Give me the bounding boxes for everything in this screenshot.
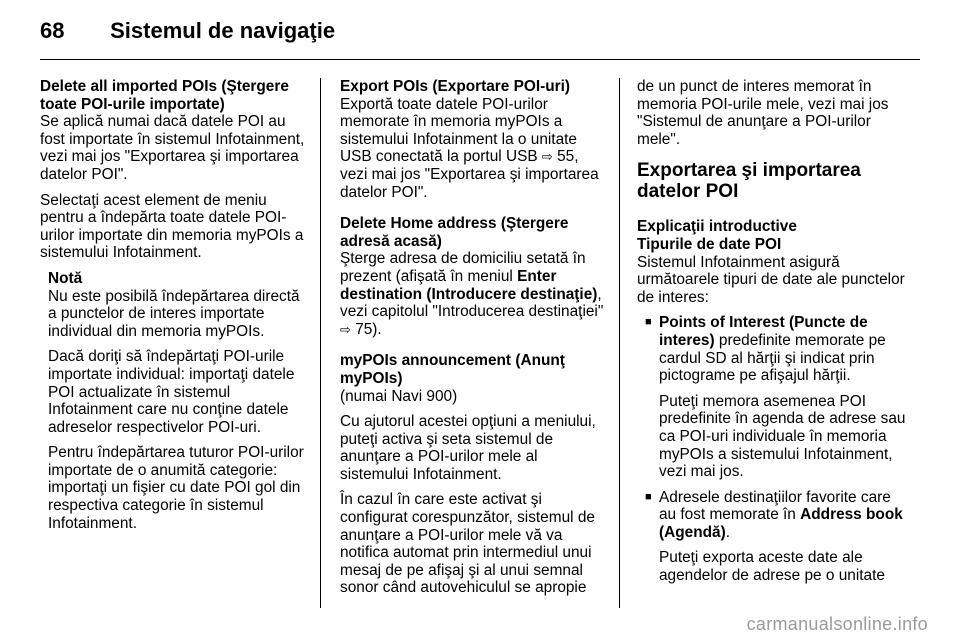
header-rule: [40, 59, 920, 60]
column-divider: [320, 78, 321, 608]
text: Şterge adresa de domiciliu setată în prezent (afişată în meniul: [340, 250, 586, 285]
watermark: carmanualsonline.info: [746, 614, 928, 634]
menu-name: Enter destination (Introducere destinaţie): [340, 267, 598, 303]
paragraph: Selectaţi acest element de meniu pentru a îndepărta toate datele POI-urilor importate din memoria myPOIs a sistemului Infotainment.: [40, 191, 304, 262]
bullet-list: [645, 314, 909, 584]
paragraph: Puteţi memora asemenea POI predefinite în agenda de adrese sau ca POI-uri individuale în memoria myPOIs a sistemului Infotainment, vezi mai jos.: [659, 392, 906, 481]
page-ref-arrow-icon: ⇨: [340, 321, 351, 337]
text: .: [725, 523, 730, 541]
column-2: [340, 78, 610, 605]
paragraph: [340, 96, 610, 202]
text: 75).: [355, 320, 382, 338]
paragraph: Sistemul Infotainment asigură următoarele tipuri de date ale punctelor de interes:: [637, 253, 905, 306]
section-title: Exportarea şi importarea datelor POI: [637, 160, 861, 203]
text: Adresele destinaţiilor favorite care au fost memorate în: [659, 488, 891, 524]
page-header: [40, 18, 335, 44]
subheading: Tipurile de date POI: [637, 235, 782, 253]
paragraph: Nu este posibilă îndepărtarea directă a punctelor de interes importate individual din memoria myPOIs.: [48, 287, 300, 340]
paragraph: Pentru îndepărtarea tuturor POI-urilor importate de o anumită categorie: importaţi un fişier cu date POI gol din respectiva categorie în sistemul Infotainment.: [48, 444, 304, 532]
item-title: Export POIs (Exportare POI-uri): [340, 78, 571, 95]
paragraph: Cu ajutorul acestei opţiuni a meniului, puteţi activa şi seta sistemul de anunţare a POI-urilor mele al sistemului Infotainment.: [340, 413, 596, 483]
page-number: 68: [40, 18, 65, 43]
page-title: Sistemul de navigaţie: [110, 18, 336, 43]
text: Exportă toate datele POI-urilor memorate în memoria myPOIs a sistemului Infotainment la o unitate USB conectată la portul USB: [340, 95, 577, 166]
column-divider: [619, 78, 620, 608]
paragraph: Se aplică numai dacă datele POI au fost importate în sistemul Infotainment, vezi mai jos "Exportarea şi importarea datelor POI".: [40, 113, 305, 183]
paragraph: Dacă doriţi să îndepărtaţi POI-urile importate individual: importaţi datele POI actualizate în sistemul Infotainment care nu conţine datele adreselor respectivelor POI-uri.: [48, 348, 295, 436]
paragraph: În cazul în care este activat şi configurat corespunzător, sistemul de anunţare a POI-urilor mele vă va notifica automat prin intermediul unui mesaj de pe afişaj şi al unui semnal sonor când autovehiculul se apropie: [340, 491, 595, 597]
text: predefinite memorate pe cardul SD al hărţii şi indicat prin pictograme pe afişajul hărţii.: [659, 331, 886, 385]
paragraph: (numai Navi 900): [340, 387, 458, 405]
term: Points of Interest (Puncte de interes): [659, 314, 868, 349]
item-title: Delete Home address (Ştergere adresă acasă): [340, 215, 569, 250]
note-block: [48, 270, 308, 532]
paragraph: de un punct de interes memorat în memoria POI-urile mele, vezi mai jos "Sistemul de anunţare a POI-urilor mele".: [637, 78, 889, 148]
page-ref-arrow-icon: ⇨: [541, 149, 553, 165]
menu-name: Address book (Agendă): [659, 506, 903, 541]
item-title: myPOIs announcement (Anunţ myPOIs): [340, 352, 565, 387]
column-3: [637, 78, 909, 593]
list-item: [645, 489, 909, 542]
paragraph: Puteţi exporta aceste date ale agendelor de adrese pe o unitate: [659, 549, 885, 585]
paragraph: [340, 250, 610, 338]
item-title: Delete all imported POIs (Ştergere toate POI-urile importate): [40, 78, 289, 113]
text: , vezi capitolul "Introducerea destinaţiei": [340, 285, 604, 321]
note-title: Notă: [48, 269, 83, 287]
text: 55, vezi mai jos "Exportarea şi importarea datelor POI".: [340, 148, 599, 201]
column-1: [40, 78, 308, 540]
list-item: [645, 314, 909, 384]
subheading: Explicaţii introductive: [637, 218, 797, 236]
